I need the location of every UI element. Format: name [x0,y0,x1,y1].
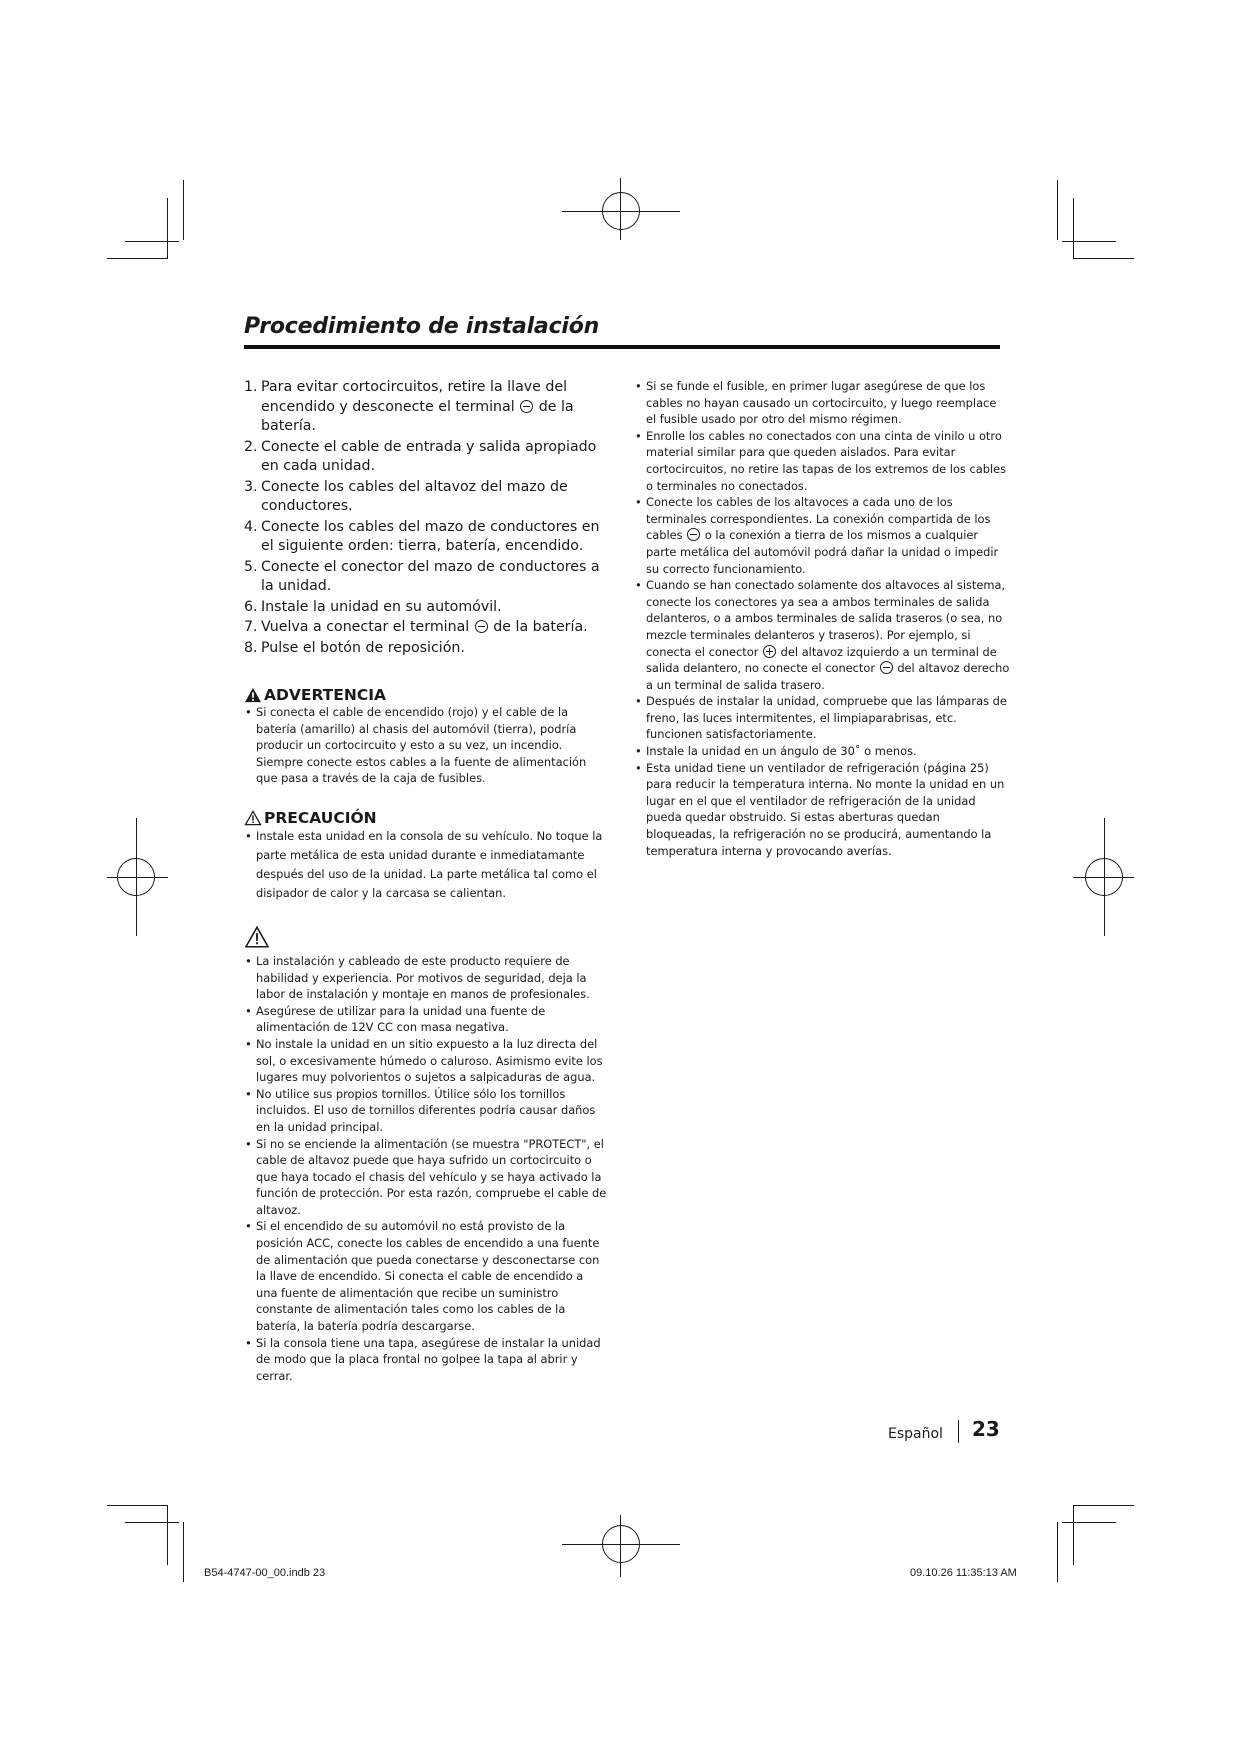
step-text-segment: Pulse el botón de reposición. [261,639,465,656]
step-text [261,639,608,659]
note-item: • No utilice sus propios tornillos. Útilice sólo los tornillos incluidos. El uso de tornillos diferentes podría causar daños en la unidad principal. [244,1086,608,1136]
right-note-item [634,760,1010,860]
note-text-segment: o la conexión a tierra de los mismos a cualquier parte metálica del automóvil podrá dañar la unidad o impedir su correcto funcionamiento. [646,528,999,576]
right-note-item [634,743,1010,760]
note-text-segment: Si se funde el fusible, en primer lugar asegúrese de que los cables no hayan causado un cortocircuito, y luego reemplace el fusible usado por otro del mismo régimen. [646,379,997,427]
note-text-segment: del altavoz izquierdo a un terminal de salida delantero, no conecte el conector [646,644,997,676]
slug-datetime: 09.10.26 11:35:13 AM [910,1567,1017,1579]
note-text-segment: Después de instalar la unidad, compruebe que las lámparas de freno, las luces intermitentes, el limpiaparabrisas, etc. funcionen satisfactoriamente. [646,694,1007,742]
title-rule [244,345,1000,349]
step-text [261,598,608,618]
caution-outline-icon [244,810,262,826]
warning-section [244,686,608,787]
step-number: 8. [244,639,258,656]
note-text-segment: del altavoz derecho a un terminal de salida trasero. [646,661,1010,692]
note-item: • Si el encendido de su automóvil no está provisto de la posición ACC, conecte los cables de encendido a una fuente de alimentación que pueda conectarse y desconectarse con la llave de encendido. Si conecta el cable de encendido a una fuente de alimentación que recibe un suministro constante de alimentación tales como los cables de la batería, la batería podría descargarse. [244,1218,608,1334]
note-text-segment: Conecte los cables de los altavoces a cada uno de los terminales correspondientes. La conexión compartida de los cables [646,495,991,543]
right-note-item [634,494,1010,577]
step-text-segment: de la batería. [261,398,574,434]
left-column [244,378,608,1384]
note-text-segment: Instale la unidad en un ángulo de 30˚ o menos. [646,744,917,759]
installation-steps [244,378,608,658]
note-item: • Asegúrese de utilizar para la unidad una fuente de alimentación de 12V CC con masa negativa. [244,1003,608,1036]
step-number: 7. [244,619,258,635]
footer-language: Español [888,1426,943,1442]
note-item: • La instalación y cableado de este producto requiere de habilidad y experiencia. Por motivos de seguridad, deja la labor de instalación y montaje en manos de profesionales. [244,953,608,1003]
step-text-segment: Conecte el cable de entrada y salida apropiado en cada unidad. [261,438,597,474]
step-item [244,438,608,477]
caution-heading-text: PRECAUCIÓN [264,808,377,827]
note-text-segment: Enrolle los cables no conectados con una cinta de vinilo u otro material similar para que queden aislados. Para evitar cortocircuitos, no retire las tapas de los extremos de los cables o terminales no conectados. [646,428,1007,493]
step-text [261,558,608,597]
step-text [261,478,608,517]
warning-heading-text: ADVERTENCIA [264,686,386,704]
page-title: Procedimiento de instalación [244,314,600,339]
note-item: • No instale la unidad en un sitio expuesto a la luz directa del sol, o excesivamente húmedo o caluroso. Asimismo evite los lugares muy polvorientos o sujetos a salpicaduras de agua. [244,1036,608,1086]
caution-item: • Instale esta unidad en la consola de su vehículo. No toque la parte metálica de esta unidad durante e inmediatamante después del uso de la unidad. La parte metálica tal como el disipador de calor y la carcasa se calientan. [244,827,608,903]
right-notes-list [634,378,1010,859]
caution-list [244,827,608,903]
step-item [244,518,608,557]
step-number: 3. [244,478,258,495]
step-item [244,378,608,437]
step-text [261,518,608,557]
page-number: 23 [972,1417,1000,1441]
step-text-segment: de la batería. [493,619,588,635]
step-number: 2. [244,438,258,455]
warning-heading [244,686,608,704]
minus-terminal-icon [880,661,893,674]
step-number: 6. [244,598,258,615]
minus-terminal-icon [520,400,533,413]
step-number: 5. [244,558,258,575]
warning-list [244,704,608,787]
step-text-segment: Para evitar cortocircuitos, retire la llave del encendido y desconecte el terminal [261,379,568,415]
step-text-segment: Conecte el conector del mazo de conductores a la unidad. [261,558,600,594]
right-note-item [634,693,1010,743]
warning-filled-icon [244,687,262,703]
footer-divider [958,1420,959,1443]
notes-section [244,925,608,1384]
minus-terminal-icon [475,620,488,633]
step-text [261,618,608,638]
step-number: 1. [244,379,258,395]
minus-terminal-icon [687,528,700,541]
caution-section [244,809,608,903]
notes-list [244,953,608,1384]
caution-outline-icon [244,925,270,949]
note-text-segment: Esta unidad tiene un ventilador de refrigeración (página 25) para reducir la temperatura interna. No monte la unidad en un lugar en el que el ventilador de refrigeración de la unidad pueda quedar obstruido. Si estas aberturas quedan bloqueadas, la refrigeración no se producirá, aumentando la temperatura interna y provocando averías. [646,760,1005,858]
step-item [244,558,608,597]
right-column [634,378,1010,859]
step-text-segment: Conecte los cables del mazo de conductores en el siguiente orden: tierra, batería, encendido. [261,518,600,554]
step-item [244,478,608,517]
step-text [261,378,608,437]
step-item [244,618,608,638]
step-text [261,438,608,477]
note-text-segment: Cuando se han conectado solamente dos altavoces al sistema, conecte los conectores ya sea a ambos terminales de salida delanteros, o a ambos terminales de salida traseros (o sea, no mezcle terminales delanteros y traseros). Por ejemplo, si conecta el conector [646,578,1006,659]
right-note-item [634,378,1010,428]
step-number: 4. [244,518,258,535]
plus-terminal-icon [763,645,776,658]
right-note-item [634,577,1010,693]
note-item: • Si la consola tiene una tapa, asegúrese de instalar la unidad de modo que la placa frontal no golpee la tapa al abrir y cerrar. [244,1335,608,1385]
note-item: • Si no se enciende la alimentación (se muestra "PROTECT", el cable de altavoz puede que haya sufrido un cortocircuito o que haya tocado el chasis del vehículo y se haya activado la función de protección. Por esta razón, compruebe el cable de altavoz. [244,1136,608,1219]
step-text-segment: Instale la unidad en su automóvil. [261,598,502,615]
step-text-segment: Conecte los cables del altavoz del mazo de conductores. [261,478,568,514]
warning-item: • Si conecta el cable de encendido (rojo) y el cable de la batería (amarillo) al chasis del automóvil (tierra), podría producir un cortocircuito y esto a su vez, un incendio. Siempre conecte estos cables a la fuente de alimentación que pasa a través de la caja de fusibles. [244,704,608,787]
slug-file: B54-4747-00_00.indb 23 [204,1567,326,1579]
step-text-segment: Vuelva a conectar el terminal [261,619,470,635]
caution-heading [244,809,608,827]
step-item [244,598,608,618]
right-note-item [634,428,1010,494]
step-item [244,639,608,659]
